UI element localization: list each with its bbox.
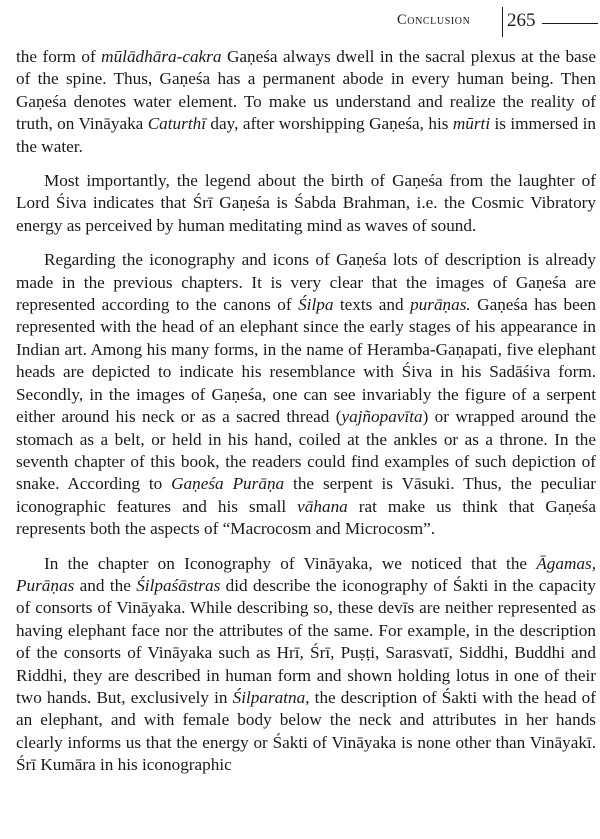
- paragraph-2: [16, 170, 596, 237]
- running-head: Conclusion: [397, 12, 471, 28]
- italic-term: yajñopavīta: [341, 407, 423, 427]
- text-run: Gaṇeśa has been represented with the head of an elephant since the early stages of his appearance in Indian art. Among his many forms, in the name of Heramba-Gaṇapati, five elephant heads are depicted to indicate his resemblance with Śiva in his Sadāśiva form. Secondly, in the images of Gaṇeśa, one can see invariably the figure of a serpent either around his neck or as a sacred thread (: [16, 295, 597, 427]
- text-run: the form of: [16, 47, 102, 66]
- italic-term: vāhana: [297, 496, 348, 516]
- italic-term: mūrti: [452, 114, 491, 134]
- text-run: and the: [74, 575, 137, 595]
- text-run: texts and: [333, 295, 411, 315]
- text-run: ) or wrapped around the stomach as a belt, or held in his hand, coiled at the ankles or as a throne. In the seventh chapter of this book, the readers could find examples of such depiction of snake. According to: [16, 407, 596, 494]
- text-run: day, after worshipping Gaṇeśa, his: [205, 114, 453, 134]
- page-number: 265: [507, 10, 536, 31]
- page-header: [0, 4, 600, 38]
- header-horizontal-rule: [542, 23, 598, 24]
- text-run: did describe the iconography of Śakti in the capacity of consorts of Vināyaka. While describing so, these devīs are neither represented as having elephant face nor the attributes of the same. For example, in the description of the consorts of Vināyaka such as Hrī, Śrī, Puṣṭi, Sarasvatī, Siddhi, Buddhi and Riddhi, they are described in human form and shown holding lotus in one of their two hands. But, exclusively in: [16, 575, 596, 707]
- italic-term: mūlādhāra-cakra: [101, 47, 222, 66]
- body-text: [16, 46, 596, 777]
- text-run: , the description of Śakti with the head of an elephant, and with female body below the neck and attributes in her hands clearly informs us that the energy or Śakti of Vināyaka is none other than Vināyakī. Śrī Kumāra in his iconographic: [16, 687, 596, 775]
- italic-term: Caturthī: [147, 114, 206, 134]
- paragraph-1: [16, 46, 596, 158]
- text-run: Regarding the iconography and icons of Gaṇeśa lots of description is already made in the previous chapters. It is very clear that the images of Gaṇeśa are represented according to the canons of: [16, 250, 596, 315]
- italic-term: purāṇas.: [410, 295, 471, 315]
- italic-term: Śilpa: [298, 295, 334, 315]
- italic-term: Śilpaśāstras: [136, 575, 221, 595]
- italic-term: Śilparatna: [232, 687, 306, 707]
- text-run: the serpent is Vāsuki. Thus, the peculiar iconographic features and his small: [16, 474, 597, 516]
- italic-term: Āgamas, Purāṇas: [16, 553, 596, 595]
- paragraph-4: [16, 553, 596, 777]
- text-run: is immersed in the water.: [16, 114, 596, 156]
- header-vertical-rule: [502, 7, 503, 37]
- text-run: In the chapter on Iconography of Vināyaka, we noticed that the: [44, 553, 537, 573]
- paragraph-3: [16, 249, 596, 540]
- text-run: Gaṇeśa always dwell in the sacral plexus at the base of the spine. Thus, Gaṇeśa has a permanent abode in every human being. Then Gaṇeśa denotes water element. To make us understand and realize the reality of truth, on Vināyaka: [16, 47, 597, 134]
- italic-term: Gaṇeśa Purāṇa: [171, 474, 285, 494]
- text-run: rat make us think that Gaṇeśa represents both the aspects of “Macrocosm and Microcosm”.: [16, 496, 596, 539]
- text-run: Most importantly, the legend about the birth of Gaṇeśa from the laughter of Lord Śiva indicates that Śrī Gaṇeśa is Śabda Brahman, i.e. the Cosmic Vibratory energy as perceived by human meditating mind as waves of sound.: [16, 171, 596, 235]
